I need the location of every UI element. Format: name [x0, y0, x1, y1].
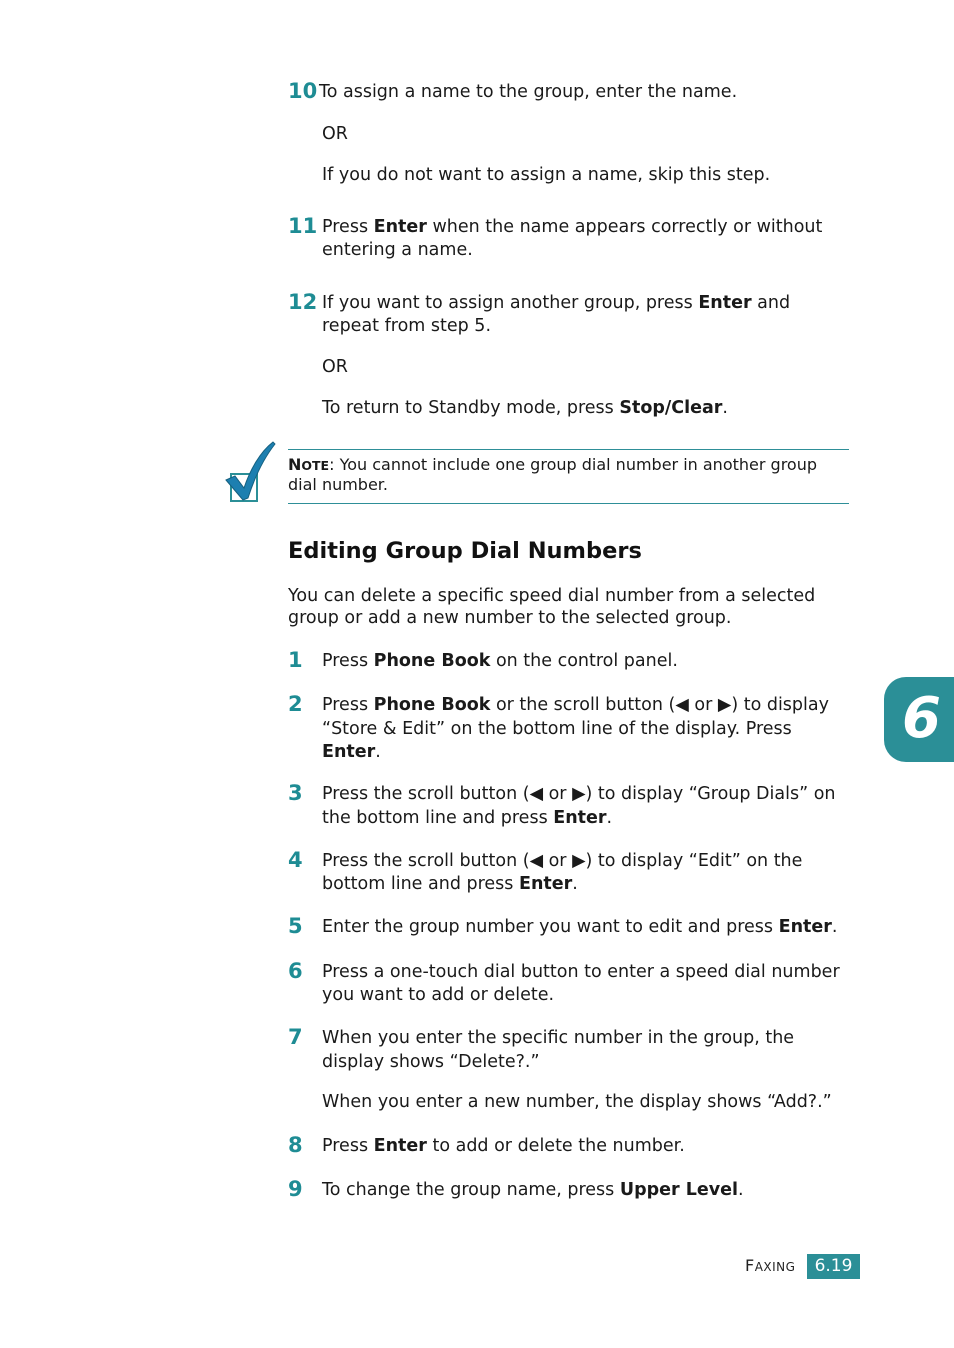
step-number-12: 12: [288, 290, 318, 314]
section-intro-line1: You can delete a specific speed dial number from a selected: [288, 586, 816, 606]
step-7-line3: When you enter a new number, the display shows “Add?.”: [322, 1092, 832, 1112]
step-6-line1: Press a one-touch dial button to enter a speed dial number: [322, 962, 840, 982]
note-text-line2: dial number.: [288, 475, 388, 494]
chapter-number: 6: [902, 686, 941, 751]
step-6-line2: you want to add or delete.: [322, 985, 555, 1005]
step-number-1: 1: [288, 648, 303, 672]
step-10-text: To assign a name to the group, enter the name.: [319, 82, 738, 102]
step-2-line3: Enter.: [322, 742, 381, 762]
step-number-9: 9: [288, 1177, 303, 1201]
chapter-tab: [884, 677, 954, 762]
step-number-7: 7: [288, 1025, 303, 1049]
step-3-line1: Press the scroll button (◀ or ▶) to display “Group Dials” on: [322, 784, 836, 804]
step-3-line2: the bottom line and press Enter.: [322, 808, 613, 828]
step-7-line1: When you enter the specific number in the group, the: [322, 1028, 795, 1048]
step-number-8: 8: [288, 1133, 303, 1157]
step-1-text: Press Phone Book on the control panel.: [322, 651, 678, 671]
note-top-rule: [288, 449, 849, 450]
step-number-5: 5: [288, 914, 303, 938]
step-10-or: OR: [322, 124, 348, 144]
footer-section-label: FAXING: [745, 1256, 796, 1275]
section-intro-line2: group or add a new number to the selected group.: [288, 608, 732, 628]
step-4-line2: bottom line and press Enter.: [322, 874, 578, 894]
right-triangle-icon: ▶: [572, 851, 586, 871]
step-12-alt: To return to Standby mode, press Stop/Clear.: [322, 398, 728, 418]
step-number-4: 4: [288, 848, 303, 872]
right-triangle-icon: ▶: [717, 695, 732, 715]
step-8-text: Press Enter to add or delete the number.: [322, 1136, 685, 1156]
left-triangle-icon: ◀: [529, 851, 544, 871]
step-7-line2: display shows “Delete?.”: [322, 1052, 540, 1072]
step-2-line1: Press Phone Book or the scroll button (◀ or ▶) to display: [322, 695, 829, 715]
step-number-10: 10: [288, 79, 318, 103]
step-number-2: 2: [288, 692, 303, 716]
step-12-line1: If you want to assign another group, press Enter and: [322, 293, 791, 313]
left-triangle-icon: ◀: [675, 695, 689, 715]
step-12-line2: repeat from step 5.: [322, 316, 492, 336]
step-9-text: To change the group name, press Upper Level.: [322, 1180, 744, 1200]
step-11-line2: entering a name.: [322, 240, 473, 260]
page-number: 6.19: [807, 1254, 860, 1279]
note-text-line1: NOTE: You cannot include one group dial number in another group: [288, 455, 817, 474]
step-11-line1: Press Enter when the name appears correctly or without: [322, 217, 823, 237]
step-4-line1: Press the scroll button (◀ or ▶) to display “Edit” on the: [322, 851, 803, 871]
step-number-6: 6: [288, 959, 303, 983]
section-title: Editing Group Dial Numbers: [288, 538, 642, 564]
step-12-or: OR: [322, 357, 348, 377]
left-triangle-icon: ◀: [529, 784, 544, 804]
step-5-text: Enter the group number you want to edit and press Enter.: [322, 917, 838, 937]
right-triangle-icon: ▶: [572, 784, 586, 804]
step-10-alt: If you do not want to assign a name, skip this step.: [322, 165, 771, 185]
note-bottom-rule: [288, 503, 849, 504]
step-number-3: 3: [288, 781, 303, 805]
checkmark-note-icon: [222, 440, 278, 506]
step-2-line2: “Store & Edit” on the bottom line of the display. Press: [322, 719, 792, 739]
step-number-11: 11: [288, 214, 318, 238]
